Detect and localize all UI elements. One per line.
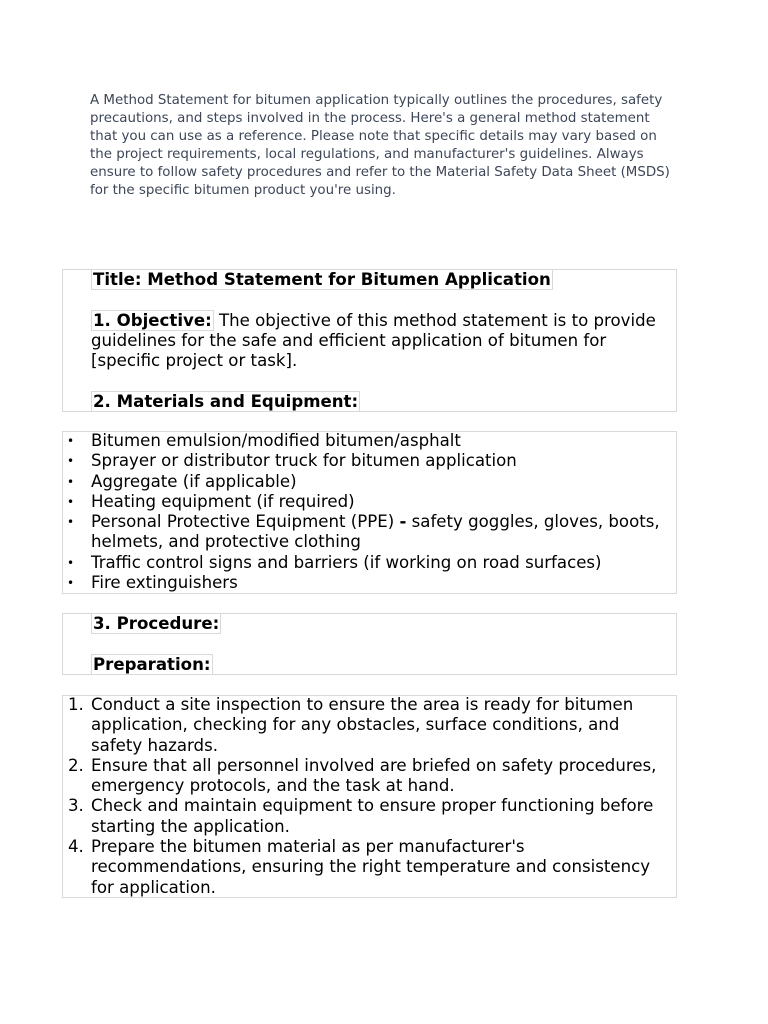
list-item: • Bitumen emulsion/modified bitumen/asphalt <box>67 431 461 450</box>
bullet-icon: • <box>67 494 75 509</box>
section-title-objective <box>62 269 677 412</box>
ppe-dash: - <box>399 512 407 532</box>
list-item: • Aggregate (if applicable) <box>67 471 297 491</box>
bullet-icon: • <box>67 474 75 489</box>
materials-list <box>63 431 670 593</box>
bullet-icon: • <box>67 515 75 530</box>
procedure-heading: 3. Procedure: <box>93 614 220 633</box>
procedure-heading-box <box>62 613 677 675</box>
bullet-icon: • <box>67 555 75 570</box>
list-item: • Fire extinguishers <box>67 573 238 593</box>
list-item-ppe: • Personal Protective Equipment (PPE) - safety goggles, gloves, boots, helmets, and protective clothing <box>67 512 660 552</box>
bullet-icon: • <box>67 454 75 469</box>
list-item: 2. Ensure that all personnel involved are briefed on safety procedures, emergency protocols, and the task at hand. <box>68 755 657 796</box>
bullet-icon: • <box>67 576 75 591</box>
preparation-steps-box <box>62 695 677 898</box>
objective-paragraph <box>91 311 666 372</box>
preparation-heading: Preparation: <box>93 654 211 674</box>
objective-text: The objective of this method statement is to provide guidelines for the safe and efficient application of bitumen for [specific project or task]. <box>91 310 656 371</box>
intro-paragraph: A Method Statement for bitumen application typically outlines the procedures, safety precautions, and steps involved in the process. Here's a general method statement that you can use as a reference. Please note that specific details may vary based on the project requirements, local regulations, and manufacturer's guidelines. Always ensure to follow safety procedures and refer to the Material Safety Data Sheet (MSDS) for the specific bitumen product you're using. <box>90 93 670 198</box>
bullet-icon: • <box>67 434 75 448</box>
document-title: Title: Method Statement for Bitumen Application <box>93 270 551 289</box>
list-item: • Sprayer or distributor truck for bitumen application <box>67 451 517 471</box>
materials-heading: 2. Materials and Equipment: <box>93 391 359 411</box>
list-item: • Traffic control signs and barriers (if working on road surfaces) <box>67 552 602 572</box>
list-item: 3. Check and maintain equipment to ensure proper functioning before starting the application. <box>68 796 654 836</box>
objective-heading: 1. Objective: <box>93 310 212 330</box>
materials-list-box <box>62 431 677 594</box>
list-item: 1. Conduct a site inspection to ensure the area is ready for bitumen application, checking for any obstacles, surface conditions, and safety hazards. <box>68 695 634 755</box>
preparation-steps <box>63 695 670 898</box>
list-item: 4. Prepare the bitumen material as per manufacturer's recommendations, ensuring the right temperature and consistency for application. <box>68 837 651 897</box>
list-item: • Heating equipment (if required) <box>67 491 355 511</box>
